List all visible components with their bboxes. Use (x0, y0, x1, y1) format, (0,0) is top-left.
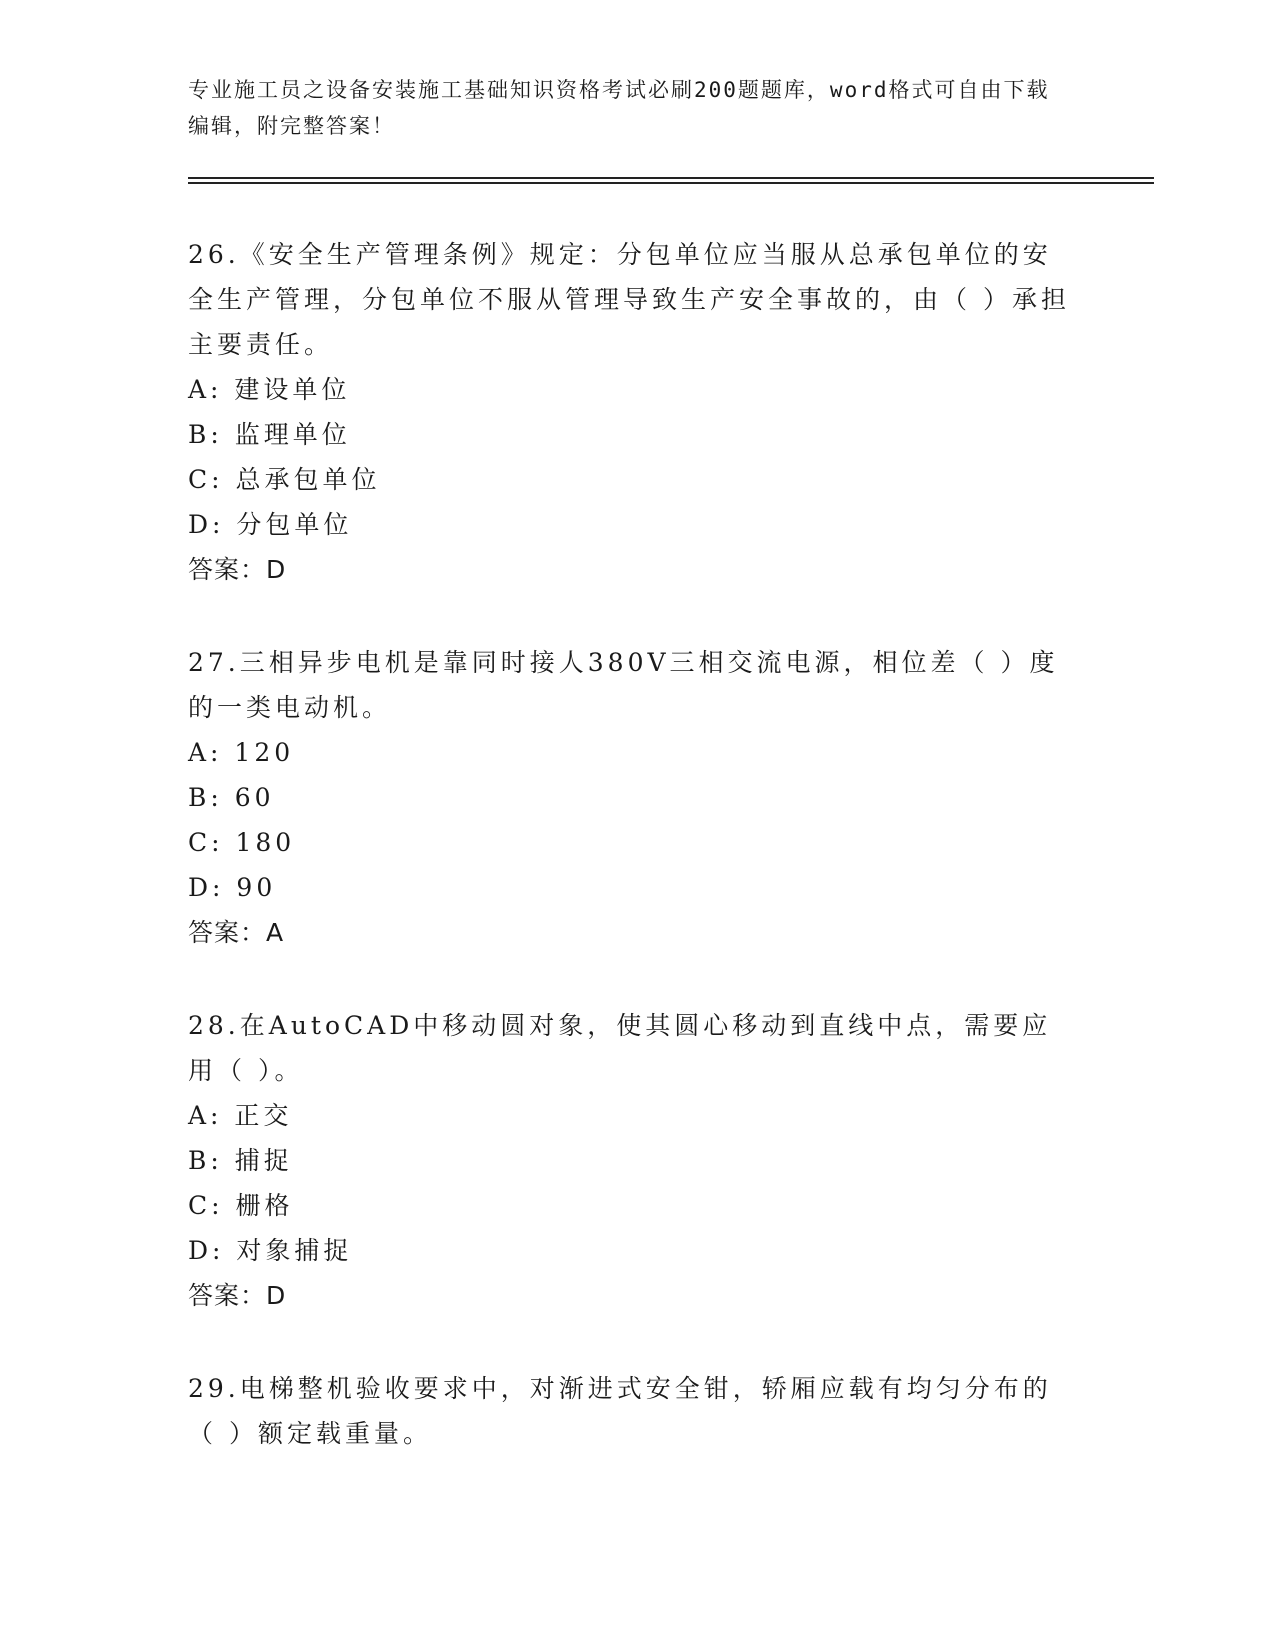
question-stem: 26.《安全生产管理条例》规定：分包单位应当服从总承包单位的安全生产管理，分包单位不服从管理导致生产安全事故的，由（ ）承担主要责任。 (188, 240, 1070, 359)
option-b: B: 60 (188, 783, 275, 812)
question-29 (188, 1366, 1078, 1456)
option-a: A: 正交 (188, 1101, 293, 1130)
option-a: A: 建设单位 (188, 375, 351, 404)
option-d: D: 对象捕捉 (188, 1236, 353, 1265)
option-d: D: 90 (188, 873, 277, 902)
question-27 (188, 640, 1078, 955)
option-c: C: 栅格 (188, 1191, 294, 1220)
question-stem: 29.电梯整机验收要求中，对渐进式安全钳，轿厢应载有均匀分布的（ ）额定载重量。 (188, 1374, 1052, 1448)
option-b: B: 监理单位 (188, 420, 351, 449)
option-d: D: 分包单位 (188, 510, 353, 539)
question-stem: 28.在AutoCAD中移动圆对象，使其圆心移动到直线中点，需要应用（ ）。 (188, 1011, 1052, 1085)
option-b: B: 捕捉 (188, 1146, 293, 1175)
answer: 答案：D (188, 1281, 287, 1310)
header-divider-top (188, 177, 1154, 179)
option-c: C: 180 (188, 828, 296, 857)
option-a: A: 120 (188, 738, 295, 767)
question-28 (188, 1003, 1078, 1318)
header-divider-bottom (188, 182, 1154, 184)
document-header: 专业施工员之设备安装施工基础知识资格考试必刷200题题库，word格式可自由下载编辑，附完整答案！ (188, 78, 1050, 138)
answer: 答案：A (188, 918, 285, 947)
option-c: C: 总承包单位 (188, 465, 381, 494)
question-26 (188, 232, 1078, 592)
question-stem: 27.三相异步电机是靠同时接人380V三相交流电源，相位差（ ）度的一类电动机。 (188, 648, 1059, 722)
answer: 答案：D (188, 555, 287, 584)
